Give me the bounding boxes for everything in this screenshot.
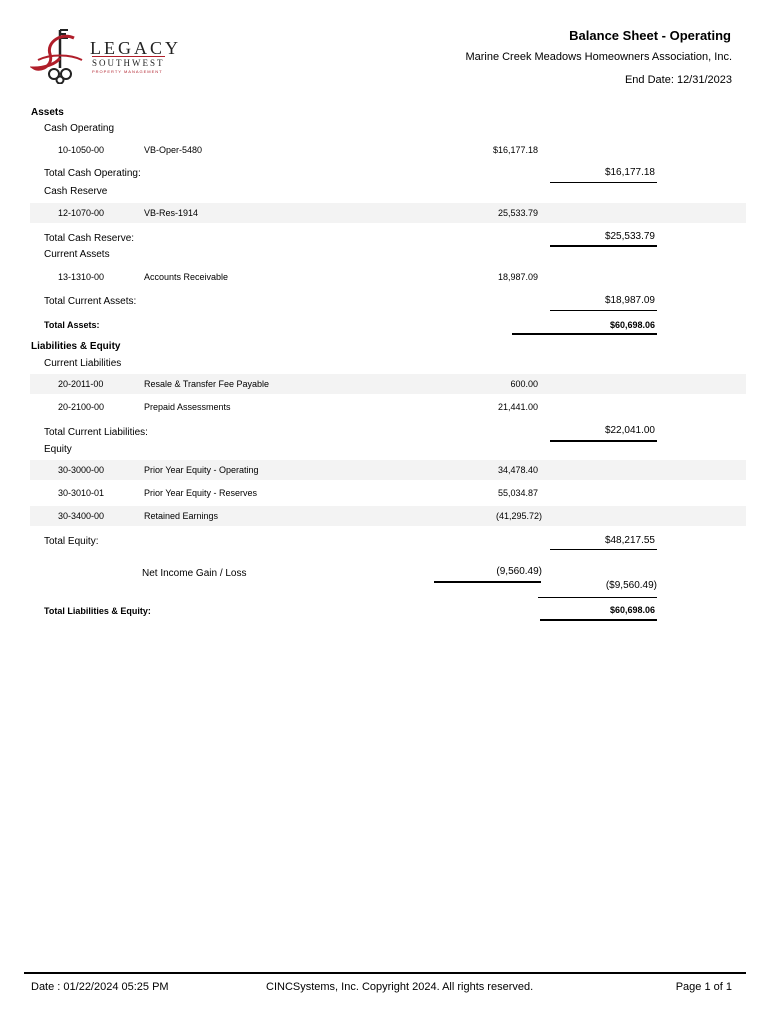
account-number: 30-3010-01 (58, 488, 105, 498)
total-amount: $25,533.79 (604, 231, 655, 242)
account-number: 20-2011-00 (58, 379, 104, 389)
grand-total-amount: $60,698.06 (609, 320, 655, 330)
subtotal-rule (550, 182, 657, 183)
grand-total-label: Total Liabilities & Equity: (44, 606, 151, 616)
account-amount: 18,987.09 (497, 272, 538, 282)
key-emblem-icon (30, 24, 90, 84)
footer-copyright: CINCSystems, Inc. Copyright 2024. All rights reserved. (266, 981, 534, 993)
total-amount: $18,987.09 (604, 295, 655, 306)
subtotal-rule (550, 440, 657, 442)
account-amount: 34,478.40 (497, 465, 538, 475)
account-amount: $16,177.18 (492, 145, 538, 155)
total-label: Total Current Liabilities: (44, 427, 148, 438)
net-income-total: ($9,560.49) (605, 580, 657, 591)
subtotal-rule (538, 597, 657, 598)
total-rule (540, 619, 657, 621)
grand-total-label: Total Assets: (44, 320, 100, 330)
footer-page-number: Page 1 of 1 (675, 981, 732, 993)
account-description: Accounts Receivable (144, 272, 229, 282)
account-description: Prepaid Assessments (144, 402, 231, 412)
section-heading-liabilities: Liabilities & Equity (31, 341, 121, 352)
group-label-current-liabilities: Current Liabilities (44, 358, 122, 369)
account-number: 13-1310-00 (58, 272, 105, 282)
logo-sub: SOUTHWEST (92, 58, 165, 68)
company-logo (30, 24, 190, 84)
account-description: Prior Year Equity - Reserves (144, 488, 258, 498)
group-label-current-assets: Current Assets (44, 249, 110, 260)
section-heading-assets: Assets (31, 107, 64, 118)
account-amount: 25,533.79 (497, 208, 538, 218)
account-number: 30-3400-00 (58, 511, 105, 521)
logo-tagline: PROPERTY MANAGEMENT (92, 69, 163, 74)
total-amount: $48,217.55 (604, 535, 655, 546)
row-band (30, 460, 746, 480)
net-income-label: Net Income Gain / Loss (142, 568, 247, 579)
net-income-rule (434, 581, 541, 583)
account-number: 30-3000-00 (58, 465, 105, 475)
end-date: End Date: 12/31/2023 (624, 74, 732, 86)
total-amount: $22,041.00 (604, 425, 655, 436)
total-label: Total Equity: (44, 536, 99, 547)
logo-brand: LEGACY (90, 38, 181, 58)
account-description: VB-Res-1914 (144, 208, 199, 218)
account-number: 20-2100-00 (58, 402, 105, 412)
row-band (30, 506, 746, 526)
account-description: Prior Year Equity - Operating (144, 465, 259, 475)
total-label: Total Current Assets: (44, 296, 137, 307)
account-description: Resale & Transfer Fee Payable (144, 379, 270, 389)
account-description: VB-Oper-5480 (144, 145, 203, 155)
group-label-cash-operating: Cash Operating (44, 123, 115, 134)
account-amount: 21,441.00 (497, 402, 538, 412)
report-title: Balance Sheet - Operating (569, 28, 731, 43)
account-number: 12-1070-00 (58, 208, 105, 218)
association-name: Marine Creek Meadows Homeowners Association, Inc. (465, 51, 732, 63)
subtotal-rule (550, 549, 657, 550)
account-number: 10-1050-00 (58, 145, 105, 155)
row-band (30, 203, 746, 223)
footer-rule (24, 972, 746, 974)
total-amount: $16,177.18 (604, 167, 655, 178)
account-amount: 55,034.87 (497, 488, 538, 498)
group-label-equity: Equity (44, 444, 72, 455)
footer-date: Date : 01/22/2024 05:25 PM (31, 981, 169, 993)
total-label: Total Cash Reserve: (44, 233, 135, 244)
subtotal-rule (550, 310, 657, 311)
total-rule (512, 333, 657, 335)
account-amount: 600.00 (510, 379, 538, 389)
account-description: Retained Earnings (144, 511, 219, 521)
group-label-cash-reserve: Cash Reserve (44, 186, 108, 197)
grand-total-amount: $60,698.06 (609, 605, 655, 615)
account-amount: (41,295.72) (495, 511, 542, 521)
subtotal-rule (550, 245, 657, 247)
total-label: Total Cash Operating: (44, 168, 141, 179)
row-band (30, 374, 746, 394)
net-income-amount: (9,560.49) (496, 566, 542, 577)
